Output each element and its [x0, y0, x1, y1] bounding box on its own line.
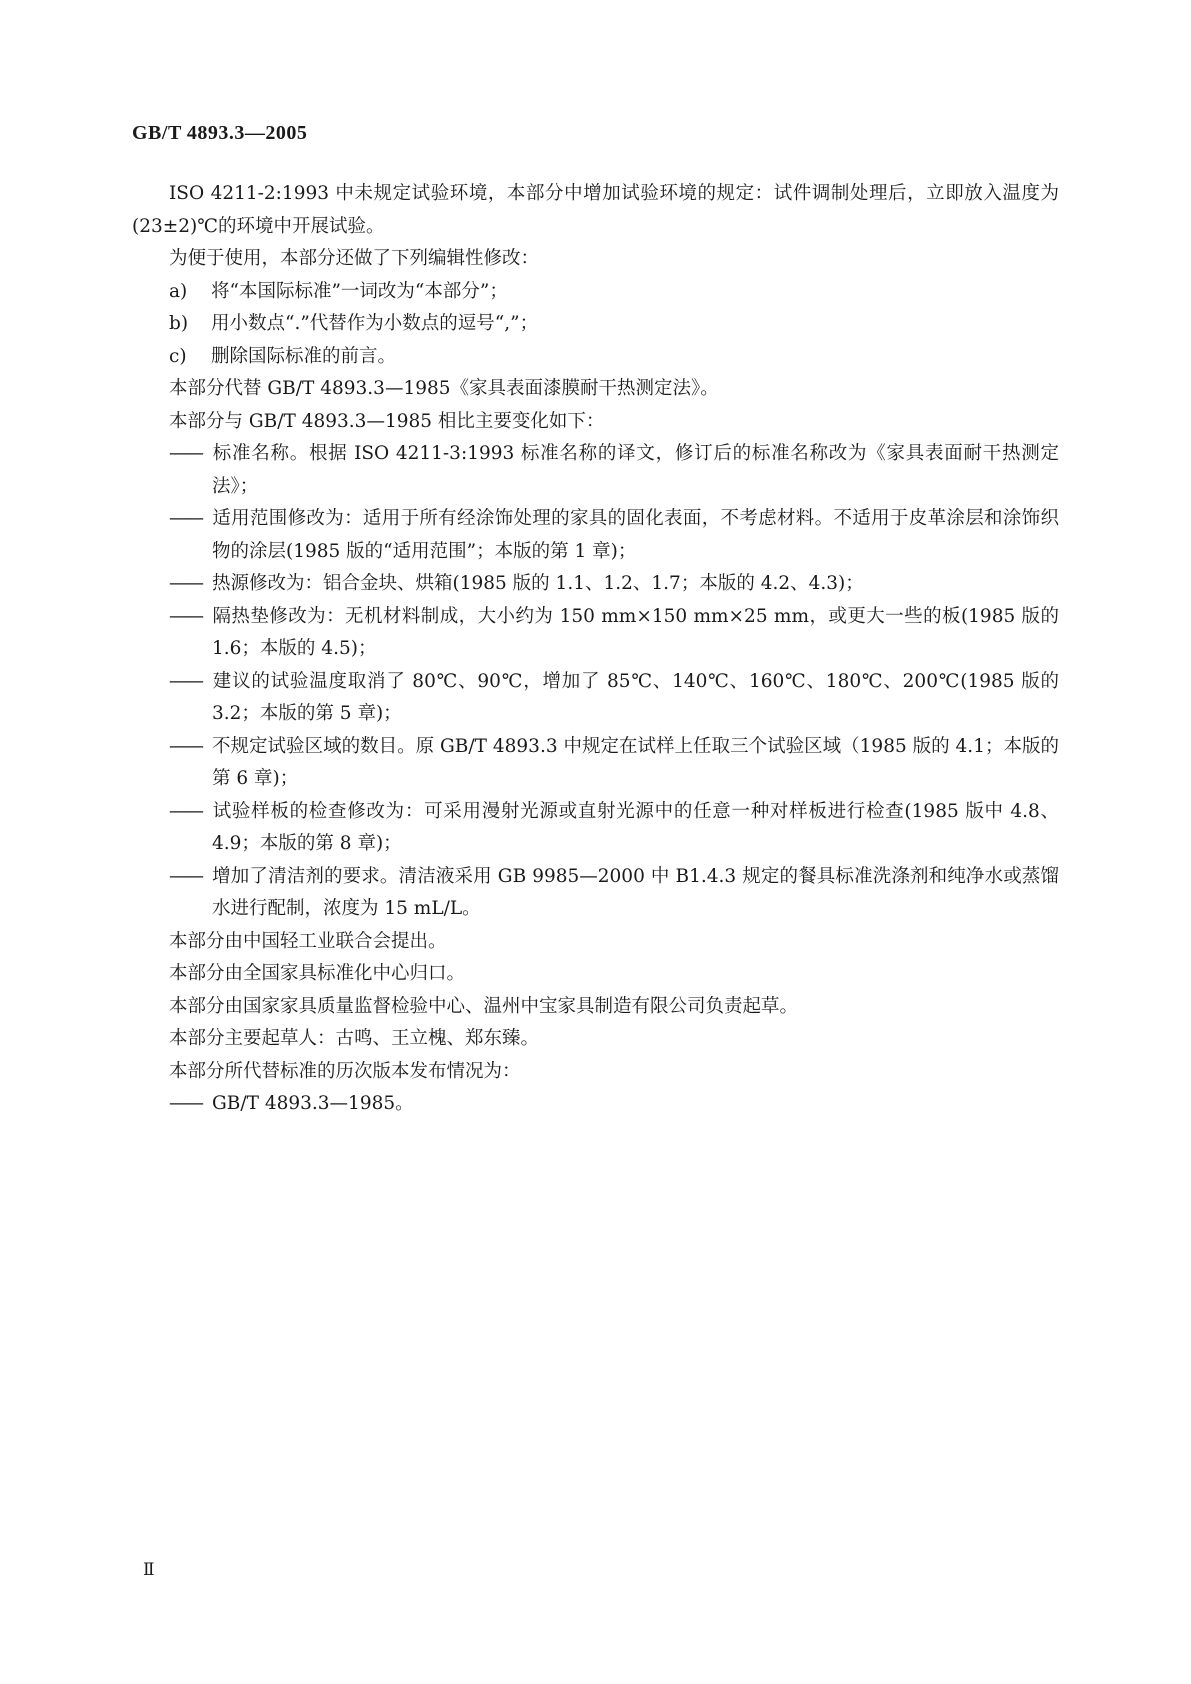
list-item — [132, 438, 1059, 503]
paragraph-centralized-by: 本部分由全国家具标准化中心归口。 — [169, 963, 466, 984]
list-item-text: 适用范围修改为：适用于所有经涂饰处理的家具的固化表面，不考虑材料。不适用于皮革涂层和涂饰织物的涂层(1985 版的“适用范围”；本版的第 1 章)； — [212, 508, 1059, 562]
list-item — [132, 503, 1059, 568]
dash-marker: —— — [169, 670, 202, 692]
list-item-text: 建议的试验温度取消了 80℃、90℃，增加了 85℃、140℃、160℃、180℃、200℃(1985 版的 3.2；本版的第 5 章)； — [212, 670, 1059, 724]
list-item-marker: b) — [169, 313, 189, 334]
paragraph-history-intro: 本部分所代替标准的历次版本发布情况为： — [169, 1060, 521, 1082]
dash-marker: —— — [169, 443, 202, 464]
list-item-text: 热源修改为：铝合金块、烘箱(1985 版的 1.1、1.2、1.7；本版的 4.2、4.3)； — [212, 573, 864, 594]
list-item-text: 不规定试验区域的数目。原 GB/T 4893.3 中规定在试样上任取三个试验区域（1985 版的 4.1；本版的第 6 章)； — [212, 735, 1059, 789]
dash-marker: —— — [169, 735, 202, 757]
list-item — [132, 861, 1059, 926]
list-item — [132, 666, 1059, 731]
list-item-text: GB/T 4893.3—1985。 — [212, 1093, 414, 1114]
list-item — [132, 601, 1059, 666]
standard-number-header: GB/T 4893.3—2005 — [132, 122, 308, 144]
list-item-marker: c) — [169, 345, 187, 367]
editorial-changes-list — [132, 276, 1059, 374]
foreword-body — [132, 178, 1059, 1121]
list-item-text: 增加了清洁剂的要求。清洁液采用 GB 9985—2000 中 B1.4.3 规定的餐具标准洗涤剂和纯净水或蒸馏水进行配制，浓度为 15 mL/L。 — [212, 865, 1059, 919]
list-item — [132, 308, 1059, 341]
list-item — [132, 796, 1059, 861]
list-item — [132, 276, 1059, 309]
paragraph-proposed-by: 本部分由中国轻工业联合会提出。 — [169, 930, 447, 952]
paragraph-drafted-by: 本部分由国家家具质量监督检验中心、温州中宝家具制造有限公司负责起草。 — [169, 995, 799, 1017]
list-item-text: 将“本国际标准”一词改为“本部分”； — [211, 280, 508, 302]
list-item-text: 删除国际标准的前言。 — [211, 345, 397, 367]
list-item-text: 试验样板的检查修改为：可采用漫射光源或直射光源中的任意一种对样板进行检查(1985 版中 4.8、4.9；本版的第 8 章)； — [212, 800, 1059, 854]
list-item-text: 隔热垫修改为：无机材料制成，大小约为 150 mm×150 mm×25 mm，或更大一些的板(1985 版的 1.6；本版的 4.5)； — [212, 605, 1059, 659]
list-item — [132, 341, 1059, 374]
paragraph-drafters: 本部分主要起草人：古鸣、王立槐、郑东臻。 — [169, 1028, 540, 1049]
list-item — [132, 568, 1059, 601]
dash-marker: —— — [169, 800, 202, 822]
dash-marker: —— — [169, 508, 202, 529]
paragraph-changes-intro: 本部分与 GB/T 4893.3—1985 相比主要变化如下： — [169, 410, 605, 432]
dash-marker: —— — [169, 573, 202, 594]
list-item-marker: a) — [169, 280, 188, 302]
page-number: Ⅱ — [143, 1560, 155, 1579]
list-item-text: 标准名称。根据 ISO 4211-3:1993 标准名称的译文，修订后的标准名称改为《家具表面耐干热测定法》； — [212, 443, 1059, 497]
history-list — [132, 1088, 1059, 1121]
list-item — [132, 731, 1059, 796]
paragraph-editorial-intro: 为便于使用，本部分还做了下列编辑性修改： — [169, 248, 540, 269]
list-item-text: 用小数点“.”代替作为小数点的逗号“,”； — [211, 313, 539, 334]
list-item — [132, 1088, 1059, 1121]
dash-marker: —— — [169, 865, 202, 887]
dash-marker: —— — [169, 1093, 202, 1114]
dash-marker: —— — [169, 605, 202, 627]
paragraph-test-environment: ISO 4211-2:1993 中未规定试验环境，本部分中增加试验环境的规定：试件调制处理后，立即放入温度为(23±2)℃的环境中开展试验。 — [132, 183, 1059, 237]
paragraph-replaces: 本部分代替 GB/T 4893.3—1985《家具表面漆膜耐干热测定法》。 — [169, 378, 719, 399]
main-changes-list — [132, 438, 1059, 926]
